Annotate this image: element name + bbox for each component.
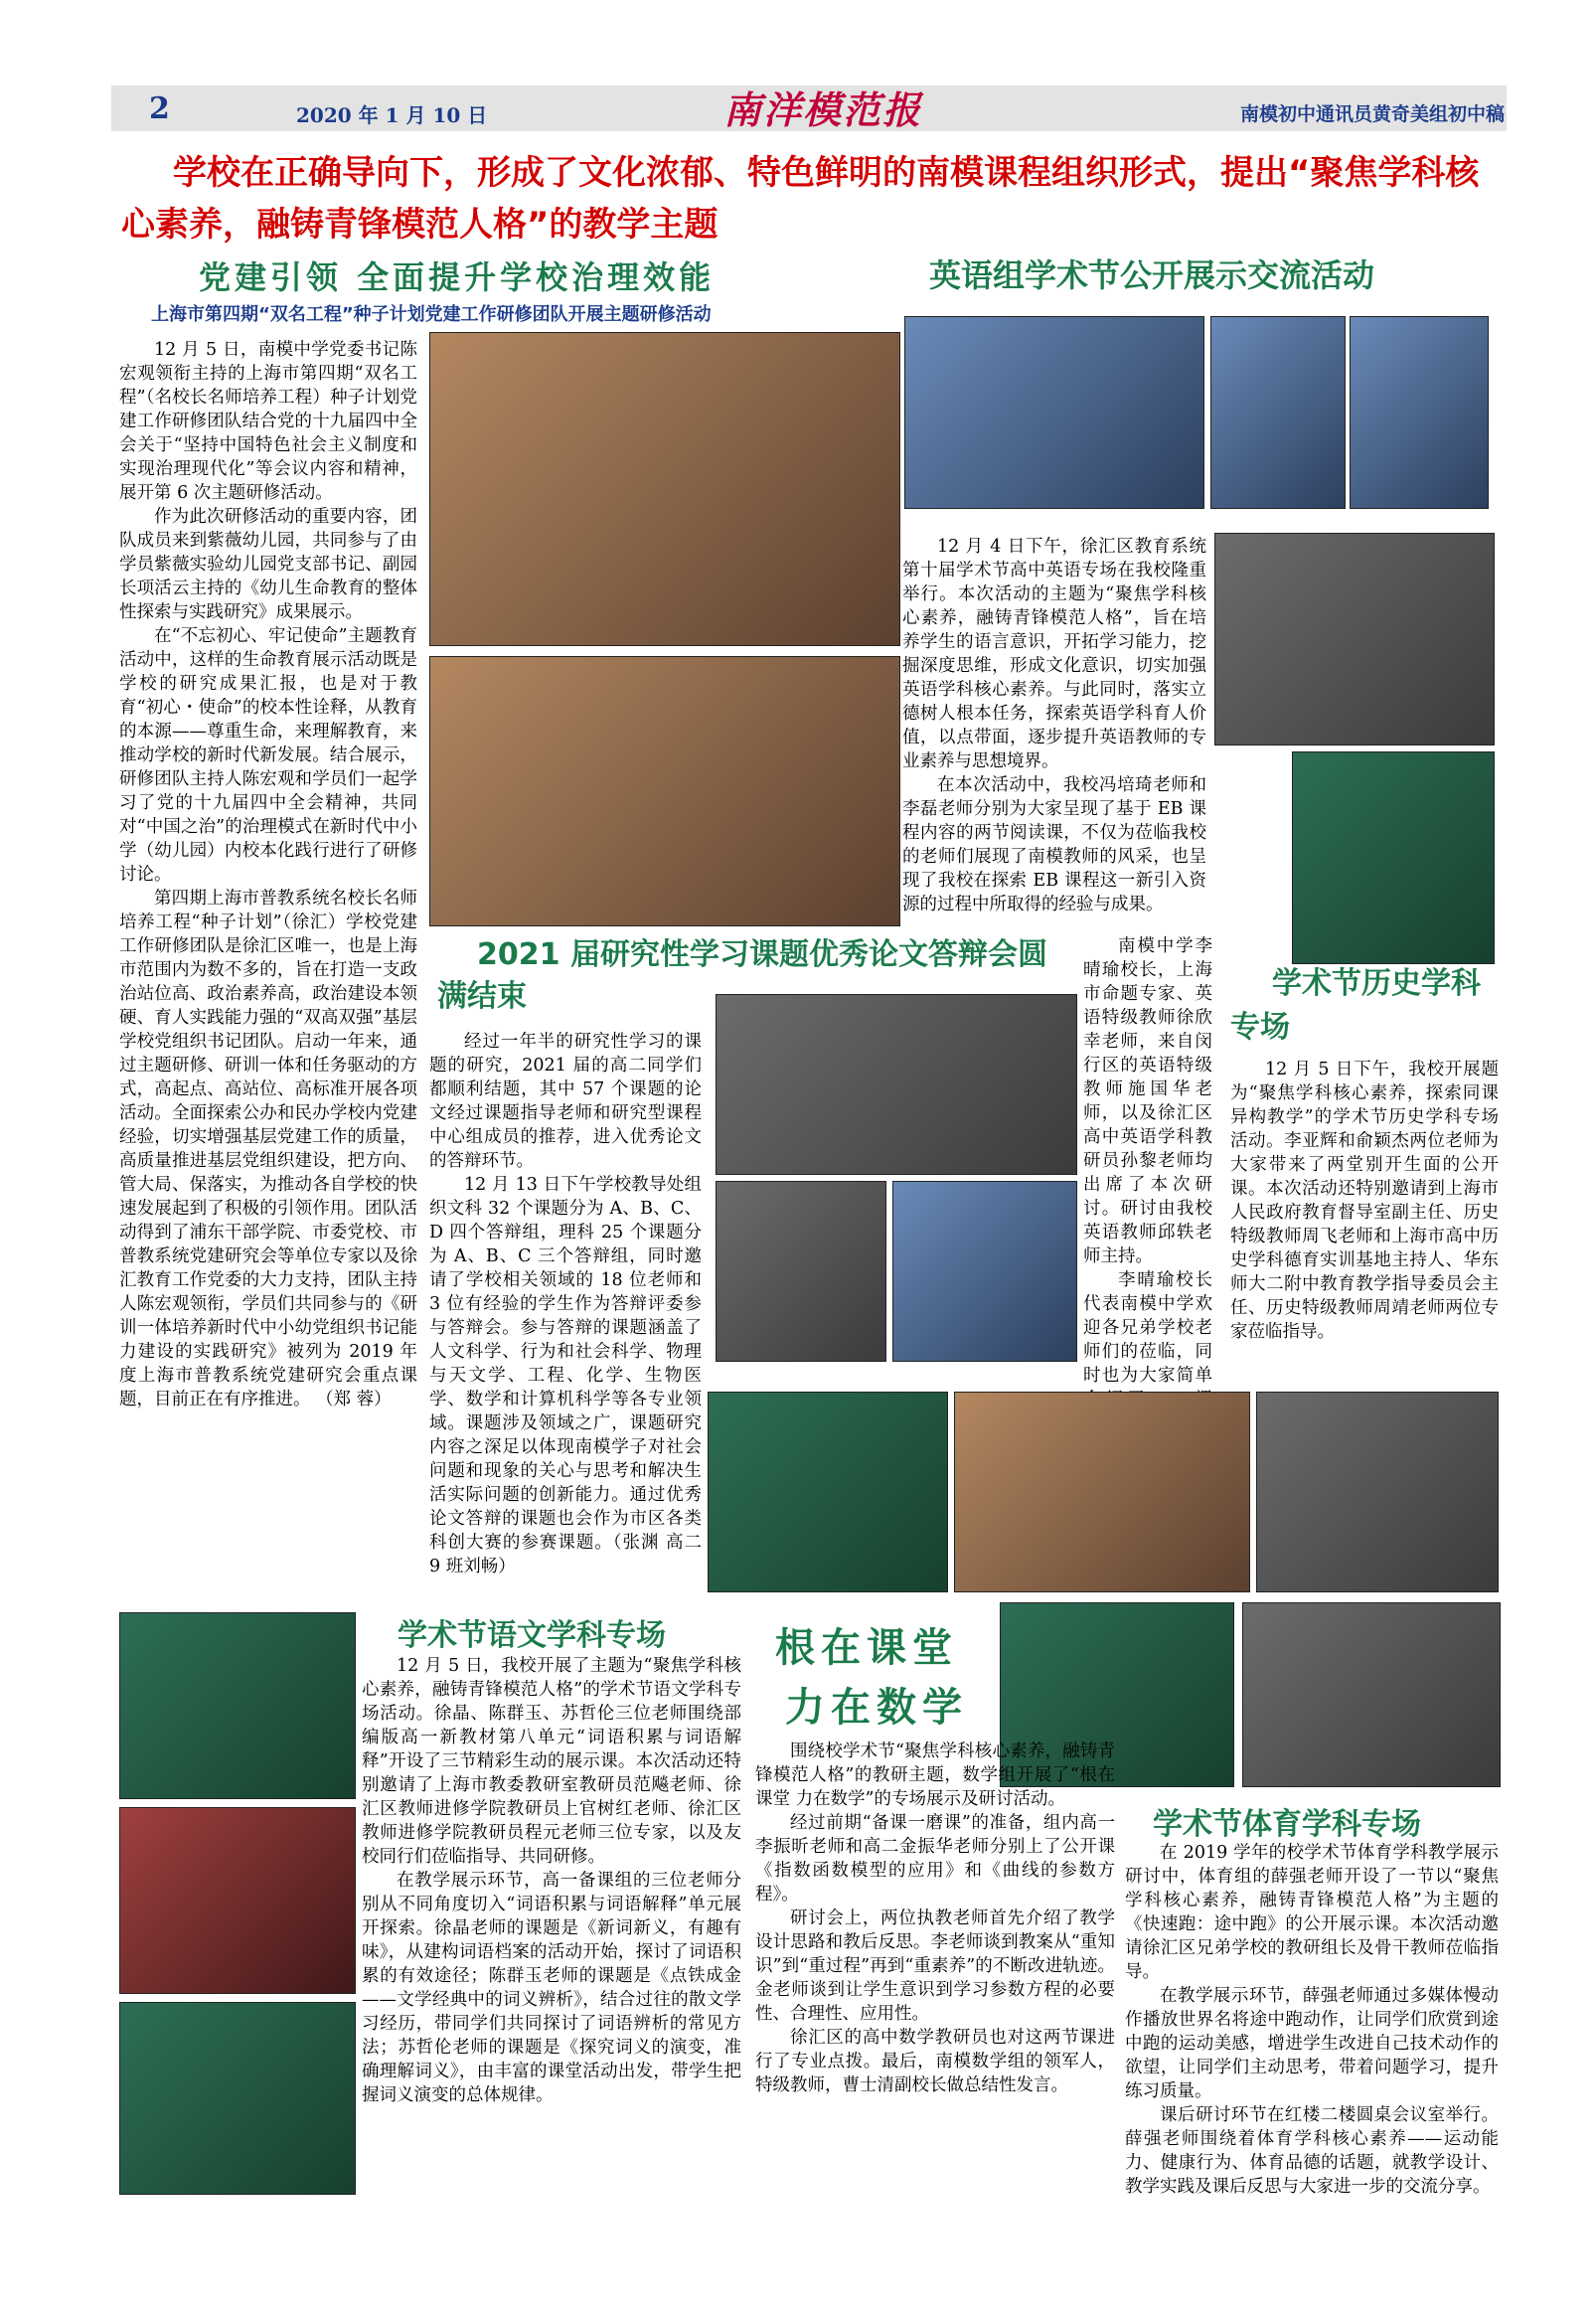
party-article-body [119,338,417,1551]
pe-article-body [1125,1841,1499,2197]
paragraph: 在 2019 学年的校学术节体育学科教学展示研讨中，体育组的薛强老师开设了一节以“聚焦学科核心素养，融铸青锋模范人格”为主题的《快速跑：途中跑》的公开展示课。本次活动邀请徐汇区兄弟学校的教研组长及骨干教师莅临指导。 [1125,1843,1499,1982]
photo-english-speaker-1 [904,316,1204,509]
paragraph: 12 月 5 日，南模中学党委书记陈宏观领衔主持的上海市第四期“双名工程”（名校长名师培养工程）种子计划党建工作研修团队结合党的十九届四中全会关于“坚持中国特色社会主义制度和实现治理现代化”等会议内容和精神，展开第 6 次主题研修活动。 [119,340,417,503]
page-number: 2 [149,91,170,126]
photo-research-students [892,1181,1077,1362]
contributor-credit: 南模初中通讯员黄奇美组初中稿 [1239,103,1505,125]
paragraph: 李晴瑜校长代表南模中学欢迎各兄弟学校老师们的莅临，同时也为大家简单 [1083,1270,1212,1386]
party-article-subtitle: 上海市第四期“双名工程”种子计划党建工作研修团队开展主题研修活动 [151,304,712,325]
paragraph: 作为此次研修活动的重要内容，团队成员来到紫薇幼儿园，共同参与了由学员紫薇实验幼儿园党支部书记、副园长项活云主持的《幼儿生命教育的整体性探索与实践研究》成果展示。 [119,507,417,622]
math-article-body [755,1740,1115,2187]
photo-history-class-3 [1256,1392,1499,1592]
research-article-title: 2021 届研究性学习课题优秀论文答辩会圆满结束 [437,937,1047,1014]
history-article-title: 学术节历史学科专场 [1230,966,1481,1045]
photo-english-teacher [1292,751,1495,964]
research-article-body [429,1030,702,1600]
paragraph: 课后研讨环节在红楼二楼圆桌会议室举行。薛强老师围绕着体育学科核心素养——运动能力、健康行为、体育品德的话题，就教学设计、教学实践及课后反思与大家进一步的交流分享。 [1125,2105,1499,2197]
english-article-body [902,535,1206,912]
party-article-title: 党建引领 全面提升学校治理效能 [199,258,716,296]
math-article-title-line1: 根在课堂 [775,1625,958,1671]
paragraph: 经过一年半的研究性学习的课题的研究，2021 届的高二同学们都顺利结题，其中 57 个课题的论文经过课题指导老师和研究型课程中心组成员的推荐，进入优秀论文的答辩环节。 [429,1032,702,1171]
paragraph: 12 月 5 日下午，我校开展题为“聚焦学科核心素养，探索同课异构教学”的学术节历史学科专场活动。李亚辉和俞颖杰两位老师为大家带来了两堂别开生面的公开课。本次活动还特别邀请到上海市人民政府教育督导室副主任、历史特级教师周飞老师和上海市高中历史学科德育实训基地主持人、华东师大二附中教育教学指导委员会主任、历史特级教师周靖老师两位专家莅临指导。 [1230,1060,1499,1342]
english-article-body-2 [1083,934,1212,1386]
english-article-title: 英语组学术节公开展示交流活动 [929,256,1375,294]
paragraph: 在“不忘初心、牢记使命”主题教育活动中，这样的生命教育展示活动既是学校的研究成果汇报，也是对于教育“初心・使命”的校本性诠释，从教育的本源——尊重生命，来理解教育，来推动学校的新时代新发展。结合展示，研修团队主持人陈宏观和学员们一起学习了党的十九届四中全会精神，共同对“中国之治”的治理模式在新时代中小学（幼儿园）内校本化践行进行了研修讨论。 [119,626,417,885]
paragraph: 12 月 13 日下午学校教导处组织文科 32 个课题分为 A、B、C、D 四个答辩组，理科 25 个课题分为 A、B、C 三个答辩组，同时邀请了学校相关领域的 18 位老师和 3 位有经验的学生作为答辩评委参与答辩会。参与答辩的课题涵盖了人文科学、行为和社会科学、物理与天文学、工程、化学、生物医学、数学和计算机科学等各专业领域。课题涉及领域之广，课题研究内容之深足以体现南模学子对社会问题和现象的关心与思考和解决生活实际问题的创新能力。通过优秀论文答辩的课题也会作为市区各类科创大赛的参赛课题。（张渊 高二 9 班刘畅） [429,1175,702,1576]
history-article-body [1230,1058,1499,1380]
paragraph: 12 月 4 日下午，徐汇区教育系统第十届学术节高中英语专场在我校隆重举行。本次活动的主题为“聚焦学科核心素养，融铸青锋模范人格”，旨在培养学生的语言意识，开拓学习能力，挖掘深度思维，形成文化意识，切实加强英语学科核心素养。与此同时，落实立德树人根本任务，探索英语学科育人价值，以点带面，逐步提升英语教师的专业素养与思想境界。 [902,537,1206,771]
chinese-article-title: 学术节语文学科专场 [398,1618,666,1653]
paragraph: 在教学展示环节，薛强老师通过多媒体慢动作播放世界名将途中跑动作，让同学们欣赏到途中跑的运动美感，增进学生改进自己技术动作的欲望，让同学们主动思考，带着问题学习，提升练习质量。 [1125,1986,1499,2101]
paragraph: 12 月 5 日，我校开展了主题为“聚焦学科核心素养，融铸青锋模范人格”的学术节语文学科专场活动。徐晶、陈群玉、苏哲伦三位老师围绕部编版高一新教材第八单元“词语积累与词语解释”开设了三节精彩生动的展示课。本次活动还特别邀请了上海市教委教研室教研员范飚老师、徐汇区教师进修学院教研员上官树红老师、徐汇区教师进修学院教研员程元老师三位专家，以及友校同行们莅临指导、共同研修。 [362,1656,741,1867]
paragraph: 经过前期“备课一磨课”的准备，组内高一李振昕老师和高二金振华老师分别上了公开课《指数函数模型的应用》和《曲线的参数方程》。 [755,1813,1115,1905]
photo-history-class-1 [708,1392,948,1592]
paragraph: 徐汇区的高中数学教研员也对这两节课进行了专业点拨。最后，南模数学组的领军人，特级教师，曹士清副校长做总结性发言。 [755,2028,1115,2095]
photo-chinese-teacher-1 [119,1612,356,1799]
photo-history-class-2 [954,1392,1250,1592]
photo-english-speaker-2 [1210,316,1346,509]
photo-research-audience [716,1181,886,1362]
paragraph: 在教学展示环节，高一备课组的三位老师分别从不同角度切入“词语积累与词语解释”单元展开探索。徐晶老师的课题是《新词新义，有趣有味》，从建构词语档案的活动开始，探讨了词语积累的有效途径；陈群玉老师的课题是《点铁成金——文学经典中的词义辨析》，结合过往的散文学习经历，带同学们共同探讨了词语辨析的常见方法；苏哲伦老师的课题是《探究词义的演变，准确理解词义》，由丰富的课堂活动出发，带学生把握词义演变的总体规律。 [362,1871,741,2105]
issue-date: 2020 年 1 月 10 日 [296,103,488,127]
photo-party-audience [429,656,900,926]
paragraph: 在本次活动中，我校冯培琦老师和李磊老师分别为大家呈现了基于 EB 课程内容的两节阅读课，不仅为莅临我校的老师们展现了南模教师的风采，也呈现了我校在探索 EB 课程这一新引入资源的过程中所取得的经验与成果。 [902,775,1206,914]
paragraph: 南模中学李晴瑜校长，上海市命题专家、英语特级教师徐欣幸老师，来自闵行区的英语特级教师施国华老师，以及徐汇区高中英语学科教研员孙黎老师均出席了本次研讨。研讨由我校英语教师邱轶老师主持。 [1083,936,1212,1266]
photo-english-speaker-3 [1350,316,1489,509]
photo-party-meeting [429,332,900,646]
photo-english-class [1214,533,1495,746]
paragraph: 研讨会上，两位执教老师首先介绍了教学设计思路和教后反思。李老师谈到教案从“重知识”到“重过程”再到“重素养”的不断改进轨迹。金老师谈到让学生意识到学习参数方程的必要性、合理性、应用性。 [755,1908,1115,2024]
photo-pe-class [1242,1602,1501,1787]
chinese-article-body [362,1654,741,2191]
paragraph: 围绕校学术节“聚焦学科核心素养，融铸青锋模范人格”的教研主题，数学组开展了“根在课堂 力在数学”的专场展示及研讨活动。 [755,1741,1115,1809]
photo-research-presentation [716,994,1077,1175]
paragraph: 第四期上海市普教系统名校长名师培养工程“种子计划”（徐汇）学校党建工作研修团队是徐汇区唯一，也是上海市范围内为数不多的，旨在打造一支政治站位高、政治素养高，政治建设本领硬、育人实践能力强的“双高双强”基层学校党组织书记团队。启动一年来，通过主题研修、研训一体和任务驱动的方式，高起点、高站位、高标准开展各项活动。全面探索公办和民办学校内党建经验，切实增强基层党建工作的质量，高质量推进基层党组织建设，把方向、管大局、保落实，为推动各自学校的快速发展起到了积极的引领作用。团队活动得到了浦东干部学院、市委党校、市普教系统党建研究会等单位专家以及徐汇教育工作党委的大力支持，团队主持人陈宏观领衔，学员们共同参与的《研训一体培养新时代中小幼党组织书记能力建设的实践研究》被列为 2019 年度上海市普教系统党建研究会重点课题，目前正在有序推进。 （郑 蓉） [119,889,417,1409]
photo-chinese-teacher-3 [119,2002,356,2195]
photo-chinese-teacher-2 [119,1807,356,1994]
pe-article-title: 学术节体育学科专场 [1153,1807,1421,1842]
math-article-title-line2: 力在数学 [785,1685,968,1731]
main-headline: 学校在正确导向下，形成了文化浓郁、特色鲜明的南模课程组织形式，提出“聚焦学科核心素养，融铸青锋模范人格”的教学主题 [121,153,1480,245]
newspaper-logo: 南洋模范报 [723,87,923,132]
